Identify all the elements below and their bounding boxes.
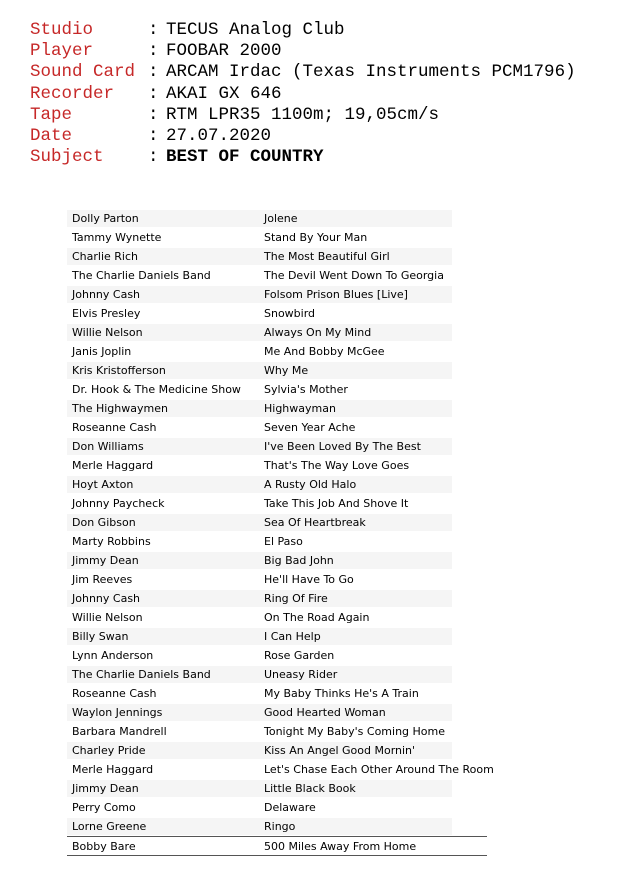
track-row [67, 247, 487, 266]
track-row [67, 646, 487, 665]
track-row [67, 589, 487, 608]
track-row [67, 304, 487, 323]
track-title: Let's Chase Each Other Around The Room [264, 763, 494, 776]
track-artist: Dolly Parton [72, 212, 139, 225]
track-title: That's The Way Love Goes [264, 459, 410, 472]
track-artist: Marty Robbins [72, 535, 151, 548]
info-row-studio [30, 20, 576, 41]
track-artist: Merle Haggard [72, 459, 154, 472]
info-label: Player [30, 41, 94, 62]
info-value: TECUS Analog Club [166, 20, 345, 40]
track-row [67, 228, 487, 247]
info-separator: : [148, 20, 159, 40]
track-row [67, 494, 487, 513]
track-artist: Johnny Cash [72, 592, 141, 605]
info-value: BEST OF COUNTRY [166, 147, 324, 168]
track-artist: The Charlie Daniels Band [72, 668, 211, 681]
info-separator: : [148, 62, 159, 83]
track-artist: Dr. Hook & The Medicine Show [72, 383, 241, 396]
track-title: Big Bad John [264, 554, 334, 567]
track-title: The Most Beautiful Girl [264, 250, 390, 263]
track-title: Sylvia's Mother [264, 383, 348, 396]
info-label: Studio [30, 20, 94, 40]
info-label: Date [30, 125, 73, 146]
track-row [67, 779, 487, 798]
track-title: Always On My Mind [264, 326, 372, 339]
track-artist: Bobby Bare [72, 840, 136, 853]
track-row [67, 437, 487, 456]
info-label: Subject [30, 147, 104, 168]
track-artist: The Charlie Daniels Band [72, 269, 211, 282]
info-row-sound-card [30, 62, 576, 83]
track-artist: Jimmy Dean [72, 782, 139, 795]
track-row [67, 703, 487, 722]
info-label: Sound Card [30, 62, 136, 83]
info-separator: : [148, 83, 159, 104]
info-separator: : [148, 125, 159, 146]
track-row [67, 209, 487, 228]
track-artist: Barbara Mandrell [72, 725, 167, 738]
track-row [67, 399, 487, 418]
track-title: Ringo [264, 820, 296, 833]
track-title: I Can Help [264, 630, 321, 643]
track-row [67, 456, 487, 475]
track-title: Tonight My Baby's Coming Home [264, 725, 446, 738]
track-row [67, 380, 487, 399]
info-row-subject [30, 147, 576, 168]
track-row [67, 551, 487, 570]
track-title: The Devil Went Down To Georgia [264, 269, 444, 282]
track-row [67, 342, 487, 361]
track-title: Me And Bobby McGee [264, 345, 385, 358]
track-row [67, 513, 487, 532]
info-value: FOOBAR 2000 [166, 41, 282, 62]
track-row [67, 741, 487, 760]
track-title: 500 Miles Away From Home [264, 840, 417, 853]
track-artist: Merle Haggard [72, 763, 154, 776]
track-row [67, 570, 487, 589]
track-artist: Jim Reeves [72, 573, 133, 586]
info-separator: : [148, 41, 159, 62]
track-artist: Don Gibson [72, 516, 136, 529]
track-row [67, 665, 487, 684]
track-title: Snowbird [264, 307, 316, 320]
track-title: Sea Of Heartbreak [264, 516, 366, 529]
track-title: Why Me [264, 364, 309, 377]
info-value: AKAI GX 646 [166, 83, 282, 104]
track-artist: Jimmy Dean [72, 554, 139, 567]
track-title: Folsom Prison Blues [Live] [264, 288, 408, 301]
track-artist: Lorne Greene [72, 820, 147, 833]
track-row [67, 323, 487, 342]
track-title: Delaware [264, 801, 316, 814]
track-artist: Roseanne Cash [72, 421, 157, 434]
info-value: ARCAM Irdac (Texas Instruments PCM1796) [166, 62, 576, 83]
track-row [67, 722, 487, 741]
track-title: On The Road Again [264, 611, 370, 624]
track-title: Little Black Book [264, 782, 356, 795]
track-row [67, 836, 487, 856]
track-artist: Johnny Paycheck [72, 497, 165, 510]
track-artist: Lynn Anderson [72, 649, 154, 662]
track-title: Ring Of Fire [264, 592, 328, 605]
session-info [30, 20, 576, 168]
track-row [67, 817, 487, 836]
track-title: Take This Job And Shove It [264, 497, 409, 510]
track-artist: Kris Kristofferson [72, 364, 166, 377]
track-title: A Rusty Old Halo [264, 478, 357, 491]
track-list [67, 209, 494, 856]
track-artist: Roseanne Cash [72, 687, 157, 700]
info-label: Recorder [30, 83, 115, 104]
track-row [67, 760, 494, 779]
track-artist: Hoyt Axton [72, 478, 134, 491]
track-artist: Charlie Rich [72, 250, 139, 263]
info-label: Tape [30, 104, 73, 125]
track-title: My Baby Thinks He's A Train [264, 687, 419, 700]
track-artist: Janis Joplin [72, 345, 132, 358]
track-row [67, 361, 487, 380]
track-artist: Perry Como [72, 801, 136, 814]
info-row-tape [30, 105, 576, 126]
info-value: 27.07.2020 [166, 125, 272, 146]
track-title: Stand By Your Man [264, 231, 368, 244]
track-row [67, 627, 487, 646]
info-separator: : [148, 104, 159, 125]
track-title: El Paso [264, 535, 303, 548]
track-title: He'll Have To Go [264, 573, 354, 586]
track-artist: Willie Nelson [72, 326, 143, 339]
track-row [67, 684, 487, 703]
track-title: Highwayman [264, 402, 336, 415]
track-artist: Tammy Wynette [72, 231, 162, 244]
info-separator: : [148, 147, 159, 168]
track-title: Seven Year Ache [264, 421, 356, 434]
track-row [67, 532, 487, 551]
track-row [67, 418, 487, 437]
track-artist: The Highwaymen [72, 402, 168, 415]
track-artist: Waylon Jennings [72, 706, 163, 719]
track-artist: Willie Nelson [72, 611, 143, 624]
track-title: I've Been Loved By The Best [264, 440, 421, 453]
track-title: Good Hearted Woman [264, 706, 386, 719]
track-row [67, 798, 487, 817]
track-title: Jolene [264, 212, 298, 225]
track-row [67, 475, 487, 494]
track-artist: Elvis Presley [72, 307, 141, 320]
track-title: Rose Garden [264, 649, 335, 662]
info-row-player [30, 41, 576, 62]
info-row-date [30, 126, 576, 147]
track-title: Kiss An Angel Good Mornin' [264, 744, 416, 757]
track-row [67, 285, 487, 304]
track-artist: Charley Pride [72, 744, 146, 757]
info-row-recorder [30, 84, 576, 105]
track-artist: Don Williams [72, 440, 144, 453]
track-title: Uneasy Rider [264, 668, 338, 681]
track-artist: Johnny Cash [72, 288, 141, 301]
track-row [67, 608, 487, 627]
info-value: RTM LPR35 1100m; 19,05cm/s [166, 104, 440, 125]
track-row [67, 266, 487, 285]
track-artist: Billy Swan [72, 630, 129, 643]
